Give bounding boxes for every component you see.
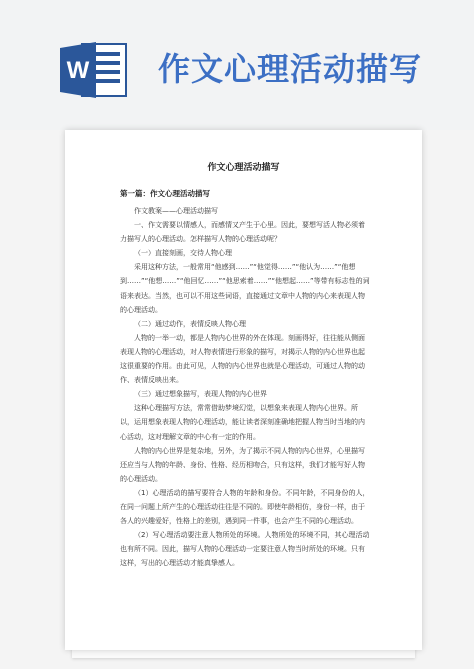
paragraph: （二）通过动作，表情反映人物心理: [134, 319, 246, 328]
paragraph: （2）写心理活动要注意人物所处的环境。人物所处的环境不同，其心理活动也有所不同。因此，描写人物的心理活动一定要注意人物当时所处的环境。只有这样，写出的心理活动才能真挚感人。: [120, 531, 370, 568]
document-page: [65, 130, 422, 650]
paragraph: （1）心理活动的描写要符合人物的年龄和身份。不同年龄，不同身份的人，在同一问题上所产生的心理活动往往是不同的。即使年龄相仿，身份一样，由于各人的兴趣爱好，性格上的差别，遇到同一件事，也会产生不同的心理活动。: [120, 488, 370, 526]
paragraph: 人物的内心世界是复杂地，另外，为了揭示不同人物的内心世界，心里描写还应当与人物的年龄、身份、性格、经历相吻合，只有这样，我们才能写好人物的心理活动。: [120, 446, 365, 483]
paragraph: 人物的一举一动，都是人物内心世界的外在体现。刻画得好，往往能从侧面表现人物的心理活动，对人物表情进行形象的描写，对揭示人物的内心世界也起这很重要的作用。由此可见，人物的内心世界也就是心理活动，可通过人物的动作、表情反映出来。: [120, 333, 365, 385]
paragraph: 这种心理描写方法，常常借助梦境幻觉，以想象来表现人物内心世界。所以，运用想象表现人物的心理活动，能让读者深刻准确地把握人物当时当地的内心活动，这对理解文章的中心有一定的作用。: [120, 404, 365, 441]
section-heading: 第一篇：作文心理活动描写: [120, 189, 210, 198]
svg-text:W: W: [66, 57, 90, 84]
word-icon: [60, 40, 128, 100]
paragraph: 采用这种方法，一般常用“他感到……”“他觉得……”“他认为……”“他想到……”“他想……”“他回忆……”“他思索着……”“他想起……”等带有标志性的词语来表达。当然，也可以不用这些词语，直接通过文章中人物的内心来表现人物的心理活动。: [120, 263, 370, 314]
paragraph: （一）直接刻画，交待人物心理: [134, 249, 232, 258]
paragraph: （三）通过想象描写，表现人物的内心世界: [134, 390, 267, 399]
paragraph: 一、作文需要以情感人，而感情又产生于心里。因此，要想写活人物必须着力描写人的心理活动。怎样描写人物的心理活动呢？: [120, 221, 365, 244]
document-body: [120, 204, 370, 570]
banner-title: 作文心理活动描写: [158, 50, 423, 88]
paragraph: 作文教案——心理活动描写: [134, 207, 218, 215]
document-title: 作文心理活动描写: [207, 163, 280, 173]
